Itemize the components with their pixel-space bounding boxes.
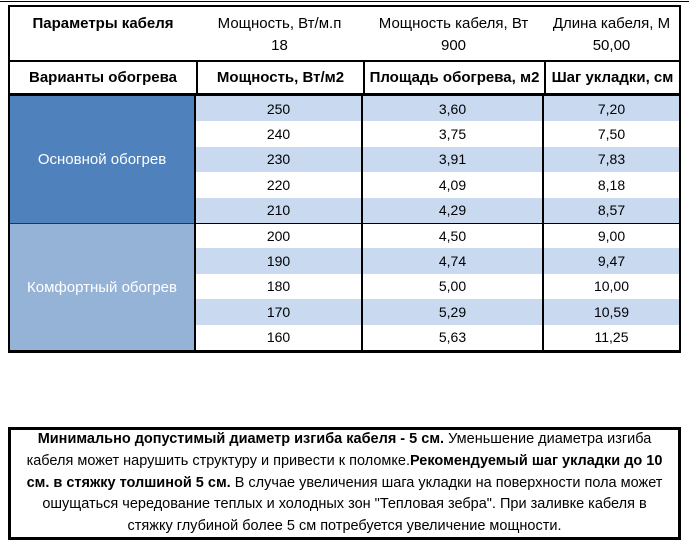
data-cell-power: 170 bbox=[266, 303, 291, 320]
param-value-cable-power: 900 bbox=[440, 37, 467, 54]
data-cell-area: 5,00 bbox=[361, 274, 542, 299]
data-cell-power: 250 bbox=[266, 100, 291, 117]
data-cell-power: 190 bbox=[266, 253, 291, 270]
data-cell-area: 3,75 bbox=[361, 121, 542, 146]
data-cell-power: 230 bbox=[266, 151, 291, 168]
data-cell-power: 240 bbox=[266, 126, 291, 143]
table-row bbox=[196, 299, 679, 324]
note-segment-bold: Рекомендуемый шаг укладки до 10 см. в стяжку толшиной 5 см. bbox=[26, 452, 663, 491]
top-rule bbox=[0, 1, 689, 2]
table-row bbox=[196, 172, 679, 197]
data-cell-power: 220 bbox=[266, 176, 291, 193]
param-value-power-per-m: 18 bbox=[271, 37, 288, 54]
group-label-comfort-heating: Комфортный обогрев bbox=[10, 223, 194, 350]
data-cell-area: 3,91 bbox=[361, 147, 542, 172]
data-cell-step: 10,00 bbox=[542, 274, 679, 299]
table-header-row bbox=[10, 62, 679, 96]
header-heating-variants: Варианты обогрева bbox=[29, 69, 177, 86]
data-cell-step: 9,00 bbox=[542, 224, 679, 248]
header-laying-step: Шаг укладки, см bbox=[544, 62, 679, 93]
table-row bbox=[196, 198, 679, 223]
param-label-cable-length: Длина кабеля, М bbox=[552, 14, 671, 32]
data-cell-power: 200 bbox=[266, 228, 291, 245]
note-box bbox=[8, 427, 681, 540]
header-heating-area: Площадь обогрева, м2 bbox=[363, 62, 544, 93]
data-cell-power: 180 bbox=[266, 278, 291, 295]
data-rows bbox=[196, 96, 679, 350]
data-cell-area: 4,50 bbox=[361, 224, 542, 248]
header-power-per-m2: Мощность, Вт/м2 bbox=[196, 62, 363, 93]
data-cell-step: 8,57 bbox=[542, 198, 679, 223]
data-cell-area: 3,60 bbox=[361, 96, 542, 121]
param-label-power-per-m: Мощность, Вт/м.п bbox=[217, 14, 342, 32]
table-row bbox=[196, 147, 679, 172]
param-label-cable-power: Мощность кабеля, Вт bbox=[378, 14, 529, 32]
params-title: Параметры кабеля bbox=[32, 14, 174, 32]
data-cell-step: 9,47 bbox=[542, 248, 679, 273]
cable-params-block bbox=[10, 7, 679, 62]
data-cell-step: 7,83 bbox=[542, 147, 679, 172]
data-cell-step: 8,18 bbox=[542, 172, 679, 197]
data-cell-area: 5,29 bbox=[361, 299, 542, 324]
table-row bbox=[196, 248, 679, 273]
data-cell-area: 4,09 bbox=[361, 172, 542, 197]
data-cell-step: 10,59 bbox=[542, 299, 679, 324]
note-segment: В случае увеличения шага укладки на поверхности пола может ошущаться чередование теплых и холодных зон "Тепловая зебра". При заливке кабеля в стяжку глубиной более 5 см потребуется увеличение мощности. bbox=[42, 474, 663, 535]
table-row bbox=[196, 96, 679, 121]
data-cell-area: 5,63 bbox=[361, 325, 542, 350]
table-row bbox=[196, 325, 679, 350]
table-row bbox=[196, 223, 679, 248]
data-cell-step: 7,50 bbox=[542, 121, 679, 146]
note-segment: Уменьшение диаметра изгиба кабеля может нарушить структуру и привести к поломке. bbox=[26, 431, 652, 469]
data-cell-area: 4,74 bbox=[361, 248, 542, 273]
data-cell-step: 7,20 bbox=[542, 96, 679, 121]
data-cell-power: 210 bbox=[266, 202, 291, 219]
param-value-cable-length: 50,00 bbox=[592, 37, 631, 54]
group-label-main-heating: Основной обогрев bbox=[10, 96, 194, 223]
group-column bbox=[10, 96, 196, 350]
note-segment-bold: Минимально допустимый диаметр изгиба кабеля - 5 см. bbox=[37, 431, 445, 448]
table-row bbox=[196, 274, 679, 299]
data-cell-power: 160 bbox=[266, 329, 291, 346]
table-data-section bbox=[10, 96, 679, 350]
note-text bbox=[21, 429, 668, 538]
param-empty-cell bbox=[10, 37, 196, 60]
data-cell-area: 4,29 bbox=[361, 198, 542, 223]
table-row bbox=[196, 121, 679, 146]
data-cell-step: 11,25 bbox=[542, 325, 679, 350]
cable-table bbox=[8, 5, 681, 353]
